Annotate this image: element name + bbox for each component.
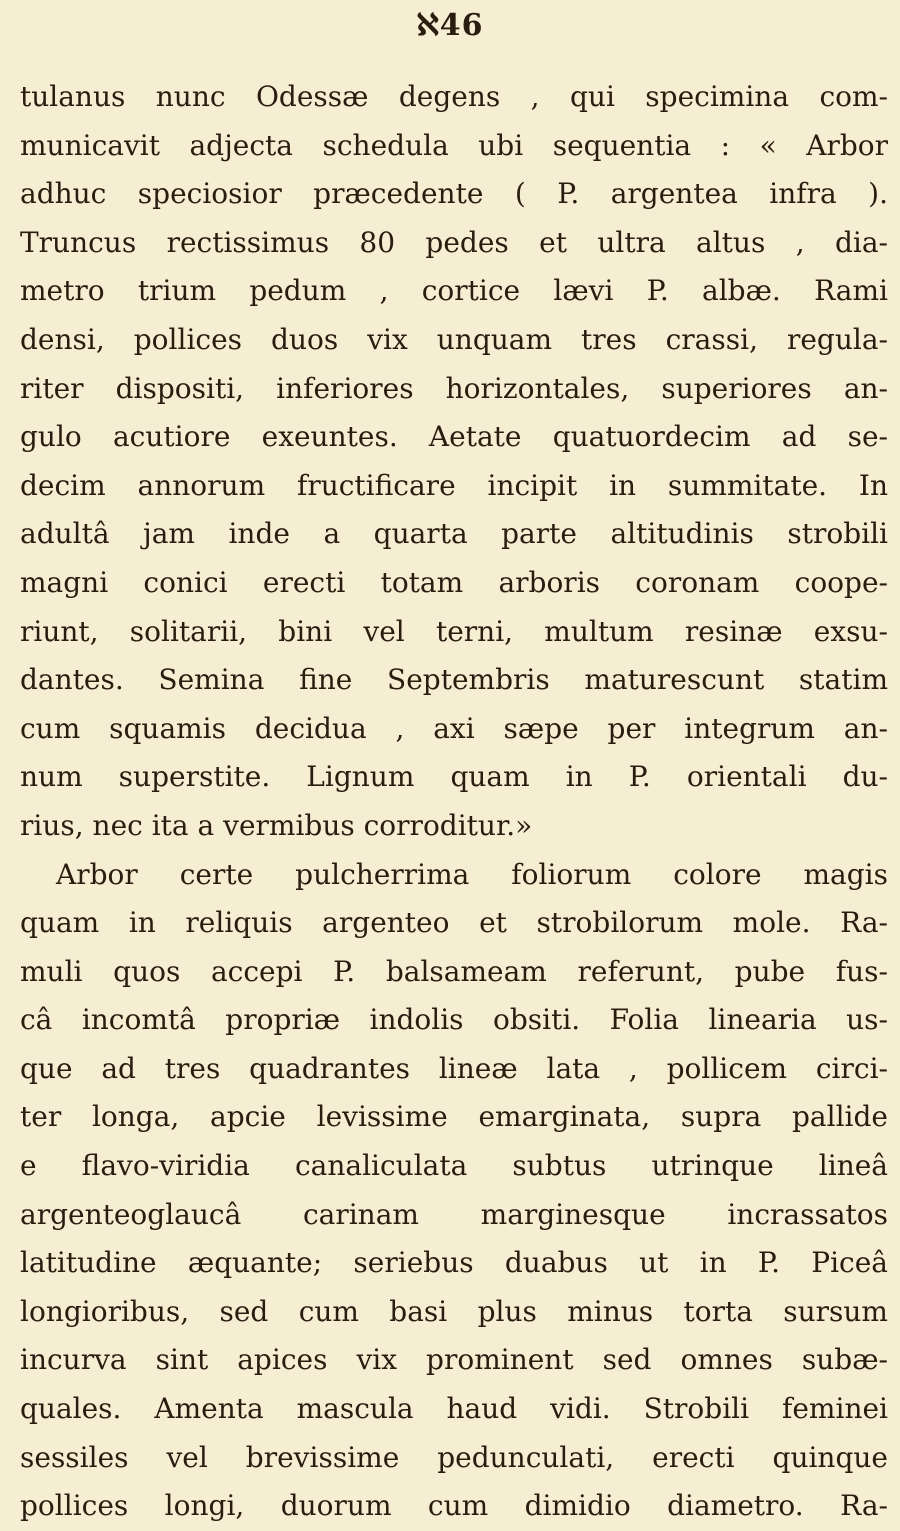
page-number: ℵ46: [416, 8, 484, 43]
text-line: densi, pollices duos vix unquam tres crassi, regula-: [20, 322, 888, 356]
text-line: tulanus nunc Odessæ degens , qui specimina com-: [20, 80, 888, 113]
text-line: metro trium pedum , cortice lævi P. albæ. Rami: [20, 274, 888, 308]
text-line: quam in reliquis argenteo et strobilorum mole. Ra-: [20, 906, 888, 940]
body-text: [20, 73, 888, 1531]
text-line: gulo acutiore exeuntes. Aetate quatuordecim ad se-: [20, 420, 888, 454]
text-line: dantes. Semina fine Septembris maturescunt statim: [20, 663, 888, 697]
text-line: cum squamis decidua , axi sæpe per integrum an-: [20, 711, 888, 745]
text-line: rius, nec ita a vermibus corroditur.»: [20, 808, 533, 842]
text-line: latitudine æquante; seriebus duabus ut in P. Piceâ: [20, 1246, 888, 1280]
text-line: ter longa, apcie levissime emarginata, supra pallide: [20, 1100, 888, 1134]
text-line: adultâ jam inde a quarta parte altitudinis strobili: [20, 517, 888, 551]
text-line: magni conici erecti totam arboris coronam coope-: [20, 565, 888, 599]
text-line: que ad tres quadrantes lineæ lata , pollicem circi-: [20, 1051, 888, 1085]
text-line: municavit adjecta schedula ubi sequentia : « Arbor: [20, 128, 888, 162]
text-line: riter dispositi, inferiores horizontales, superiores an-: [20, 371, 888, 405]
text-line: decim annorum fructificare incipit in summitate. In: [20, 468, 888, 502]
paragraph-first-line: Arbor certe pulcherrima foliorum colore magis: [56, 857, 888, 891]
text-line: argenteoglaucâ carinam marginesque incrassatos: [20, 1197, 888, 1231]
text-line: longioribus, sed cum basi plus minus torta sursum: [20, 1294, 888, 1328]
text-line: sessiles vel brevissime pedunculati, erecti quinque: [20, 1440, 888, 1474]
text-line: câ incomtâ propriæ indolis obsiti. Folia linearia us-: [20, 1003, 888, 1037]
text-line: quales. Amenta mascula haud vidi. Strobili feminei: [20, 1392, 888, 1426]
text-line: adhuc speciosior præcedente ( P. argentea infra ).: [20, 177, 888, 211]
text-line: num superstite. Lignum quam in P. orientali du-: [20, 760, 888, 794]
text-line: pollices longi, duorum cum dimidio diametro. Ra-: [20, 1489, 888, 1523]
text-line: muli quos accepi P. balsameam referunt, pube fus-: [20, 954, 888, 988]
text-line: Truncus rectissimus 80 pedes et ultra altus , dia-: [20, 225, 888, 259]
text-line: e flavo-viridia canaliculata subtus utrinque lineâ: [20, 1149, 888, 1183]
text-line: incurva sint apices vix prominent sed omnes subæ-: [20, 1343, 888, 1377]
text-line: riunt, solitarii, bini vel terni, multum resinæ exsu-: [20, 614, 888, 648]
